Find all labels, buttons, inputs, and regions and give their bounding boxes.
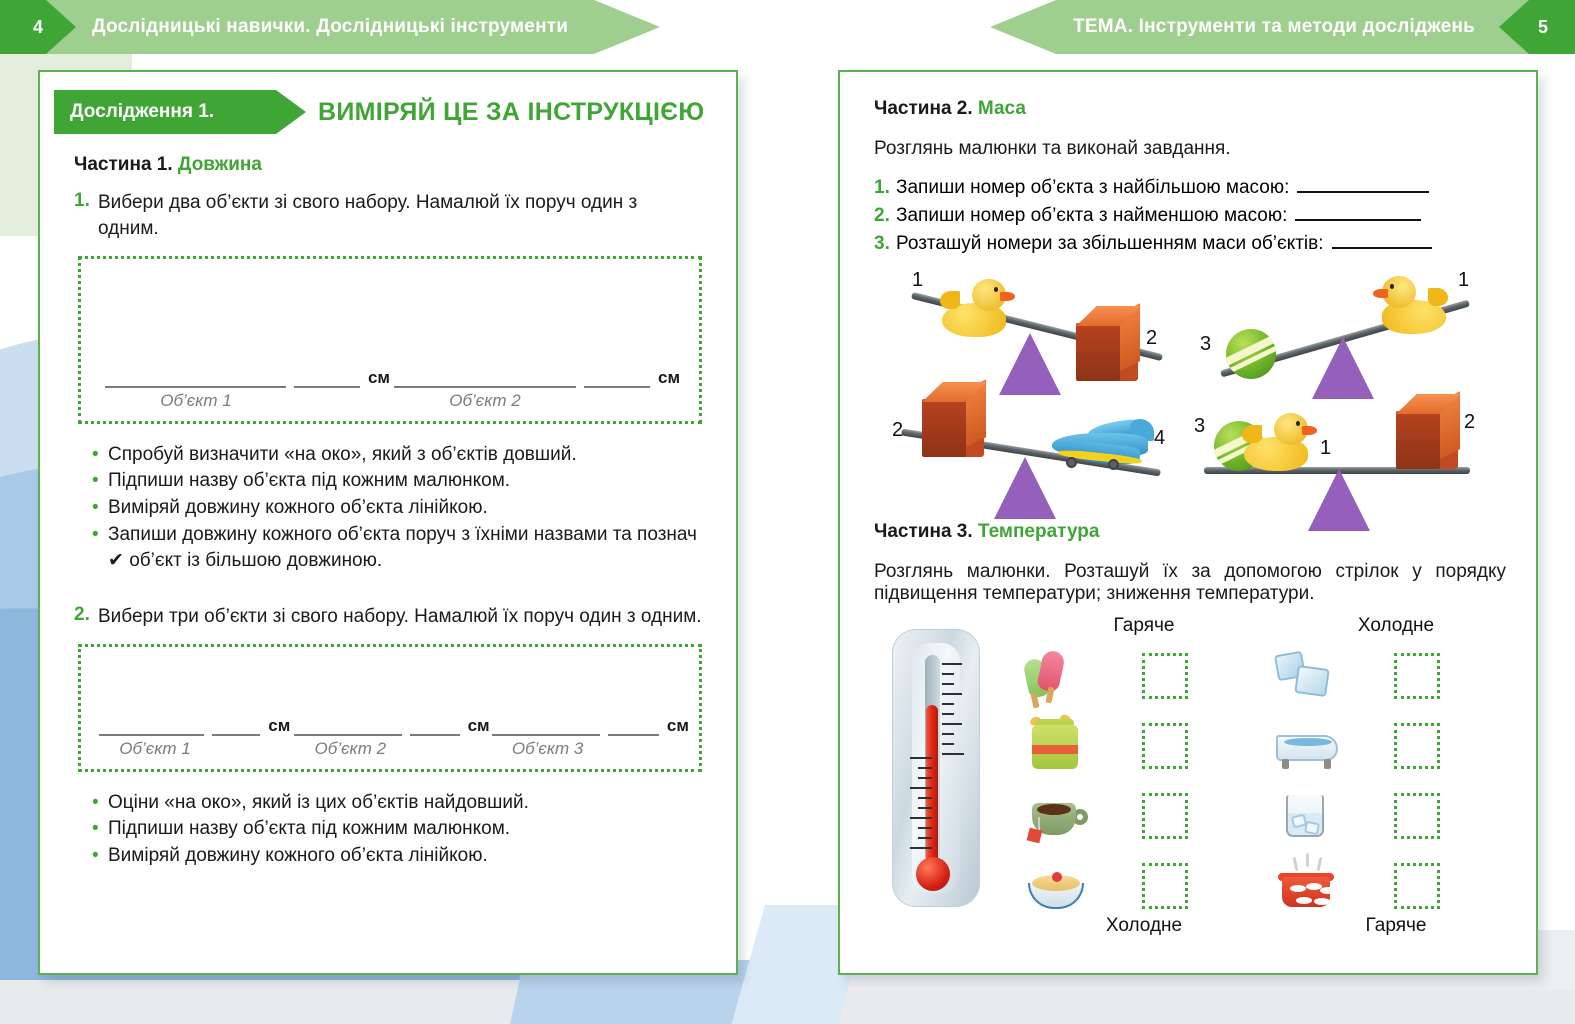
bullet-text: Запиши довжину кожного об’єкта поруч з їхніми назвами та познач ✔ об’єкт із більшою довжиною.: [108, 524, 697, 571]
answer-box-left-3[interactable]: [1142, 793, 1188, 839]
bullet-item: [92, 816, 702, 842]
porridge-bowl-icon: [1026, 861, 1104, 917]
research-banner-heading: ВИМІРЯЙ ЦЕ ЗА ІНСТРУКЦІЄЮ: [318, 98, 705, 126]
part2-title-prefix: Частина 2.: [874, 98, 973, 119]
bullet-dot-icon: •: [92, 443, 99, 465]
drawing-area-task-2[interactable]: [78, 644, 702, 772]
chips-bag-icon: [1026, 717, 1104, 773]
part2-questions: [874, 176, 1506, 255]
cube-icon: [1396, 411, 1458, 469]
task-2-number: 2.: [74, 603, 90, 625]
column-left-head-label: Гаряче: [1113, 615, 1175, 636]
research-banner: [40, 90, 736, 138]
part1-title: [40, 154, 736, 176]
object-caption-1: Об’єкт 1: [160, 390, 232, 410]
bullet-text: Виміряй довжину кожного об’єкта лінійкою.: [108, 497, 488, 519]
header-left-title: Дослідницькі навички. Дослідницькі інструменти: [92, 16, 569, 37]
answer-box-right-3[interactable]: [1394, 793, 1440, 839]
column-right-foot-label: Гаряче: [1365, 915, 1427, 936]
page-number-right: 5: [1537, 17, 1548, 37]
bullet-dot-icon: •: [92, 818, 99, 840]
task-1-field-1: [95, 366, 390, 411]
unit-label-3: см: [268, 715, 291, 735]
object-name-input-5[interactable]: [492, 714, 601, 736]
object-name-input-4[interactable]: [294, 714, 401, 736]
cube-icon: [922, 399, 984, 457]
question-text: Розташуй номери за збільшенням маси об’єктів:: [896, 233, 1324, 254]
task-2-text: Вибери три об’єкти зі свого набору. Намалюй їх поруч один з одним.: [98, 605, 702, 627]
task-1: [40, 190, 736, 242]
task-1-text: Вибери два об’єкти зі свого набору. Намалюй їх поруч один з одним.: [98, 192, 638, 239]
question-row: [874, 176, 1506, 199]
bullet-item: [92, 468, 702, 494]
answer-blank-3[interactable]: [1332, 232, 1432, 249]
answer-blank-2[interactable]: [1295, 204, 1421, 221]
thermometer-icon: [892, 629, 980, 907]
answer-box-left-4[interactable]: [1142, 863, 1188, 909]
bullet-dot-icon: •: [92, 524, 99, 546]
question-row: [874, 232, 1506, 255]
bullet-dot-icon: •: [92, 845, 99, 867]
question-text: Запиши номер об’єкта з найменшою масою:: [896, 205, 1288, 226]
scale-label-ball: 3: [1194, 415, 1206, 437]
part3-title-prefix: Частина 3.: [874, 521, 973, 542]
bullet-item: [92, 843, 702, 869]
object-name-input-2[interactable]: [394, 366, 576, 388]
scale-fulcrum: [1308, 469, 1370, 531]
duck-icon: [1244, 413, 1312, 471]
cube-icon: [1076, 323, 1138, 381]
bullet-item: [92, 495, 702, 521]
unit-label-2: см: [658, 367, 681, 387]
question-number: 1.: [874, 177, 890, 198]
bullet-text: Підпиши назву об’єкта під кожним малюнком.: [108, 470, 511, 492]
bullet-text: Підпиши назву об’єкта під кожним малюнком.: [108, 818, 511, 840]
scale-label-left: 1: [912, 269, 924, 291]
ball-icon: [1226, 329, 1276, 379]
right-page-card: [838, 70, 1538, 975]
bullet-item: [92, 522, 702, 574]
answer-box-left-1[interactable]: [1142, 653, 1188, 699]
scale-label-left: 2: [892, 419, 904, 441]
task-2-bullets: [92, 790, 702, 869]
question-row: [874, 204, 1506, 227]
steaming-pot-icon: [1274, 861, 1352, 917]
object-caption-3: Об’єкт 1: [119, 738, 191, 758]
temperature-sorting-area: [874, 617, 1506, 947]
part3-title-accent: Температура: [977, 521, 1100, 542]
glass-with-ice-icon: [1274, 789, 1352, 845]
part1-title-accent: Довжина: [177, 154, 262, 175]
task-2-field-2: [290, 714, 489, 759]
scale-ball-duck-vs-cube: [1192, 403, 1492, 513]
question-number: 3.: [874, 233, 890, 254]
part2-title-accent: Маса: [977, 98, 1026, 119]
object-caption-2: Об’єкт 2: [449, 390, 521, 410]
part2-title: [874, 98, 1506, 120]
task-2-field-1: [91, 714, 290, 759]
part3-title: [874, 521, 1506, 543]
duck-icon: [942, 279, 1010, 337]
column-right-head-label: Холодне: [1357, 615, 1435, 636]
page-number-left: 4: [33, 17, 44, 37]
answer-box-right-4[interactable]: [1394, 863, 1440, 909]
scale-label-left: 3: [1200, 333, 1212, 355]
unit-label-4: см: [467, 715, 490, 735]
part2-intro: Розглянь малюнки та виконай завдання.: [874, 138, 1231, 159]
scale-ball-vs-duck: [1194, 271, 1494, 399]
left-page-card: [38, 70, 738, 975]
task-1-fields: [81, 366, 699, 411]
scale-label-right: 2: [1146, 327, 1158, 349]
object-caption-5: Об’єкт 3: [511, 738, 584, 758]
task-1-field-2: [390, 366, 685, 411]
object-length-input-2[interactable]: [584, 366, 650, 388]
bullet-dot-icon: •: [92, 497, 99, 519]
unit-label-5: см: [666, 715, 689, 735]
scale-label-duck: 1: [1320, 437, 1332, 459]
scale-fulcrum: [999, 333, 1061, 395]
bullet-item: [92, 442, 702, 468]
scale-label-right: 1: [1458, 269, 1470, 291]
scale-label-right: 2: [1464, 411, 1476, 433]
ice-cubes-icon: [1274, 651, 1352, 707]
part3-intro: Розглянь малюнки. Розташуй їх за допомогою стрілок у порядку підвищення температури; зниження температури.: [874, 561, 1506, 604]
header-right-title: ТЕМА. Інструменти та методи досліджень: [1073, 16, 1475, 37]
duck-icon: [1378, 276, 1446, 334]
unit-label-1: см: [367, 367, 390, 387]
question-text: Запиши номер об’єкта з найбільшою масою:: [896, 177, 1290, 198]
drawing-area-task-1[interactable]: [78, 256, 702, 424]
object-caption-4: Об’єкт 2: [314, 738, 387, 758]
plane-icon: [1044, 419, 1156, 471]
tea-cup-icon: [1026, 789, 1104, 845]
bullet-text: Спробуй визначити «на око», який з об’єктів довший.: [108, 443, 577, 465]
scale-duck-vs-cube: [894, 271, 1194, 399]
answer-box-right-1[interactable]: [1394, 653, 1440, 699]
scale-label-right: 4: [1154, 427, 1166, 449]
bullet-text: Оціни «на око», який із цих об’єктів найдовший.: [108, 791, 529, 813]
column-left-foot-label: Холодне: [1105, 915, 1183, 936]
task-1-number: 1.: [74, 190, 90, 211]
right-page-content: [840, 72, 1536, 947]
answer-box-left-2[interactable]: [1142, 723, 1188, 769]
part1-title-prefix: Частина 1.: [74, 154, 173, 175]
answer-blank-1[interactable]: [1297, 176, 1429, 193]
answer-box-right-2[interactable]: [1394, 723, 1440, 769]
research-banner-label: Дослідження 1.: [70, 101, 215, 122]
task-2-fields: [81, 714, 699, 759]
scale-fulcrum: [1312, 337, 1374, 399]
task-2: [40, 604, 736, 630]
bullet-dot-icon: •: [92, 791, 99, 813]
header-left: [0, 0, 660, 54]
object-length-input-1[interactable]: [294, 366, 360, 388]
bathtub-icon: [1274, 721, 1352, 777]
object-length-input-3[interactable]: [212, 714, 261, 736]
object-length-input-5[interactable]: [608, 714, 659, 736]
scale-cube-vs-plane: [886, 403, 1186, 513]
task-2-field-3: [490, 714, 689, 759]
balance-scales-illustration: [874, 263, 1506, 513]
question-number: 2.: [874, 205, 890, 226]
object-length-input-4[interactable]: [410, 714, 460, 736]
task-1-bullets: [92, 442, 702, 574]
bullet-dot-icon: •: [92, 470, 99, 492]
header-right: [990, 0, 1575, 54]
ice-cream-icon: [1024, 651, 1102, 707]
bullet-item: [92, 790, 702, 816]
object-name-input-3[interactable]: [99, 714, 204, 736]
object-name-input-1[interactable]: [105, 366, 286, 388]
bullet-text: Виміряй довжину кожного об’єкта лінійкою.: [108, 845, 488, 867]
